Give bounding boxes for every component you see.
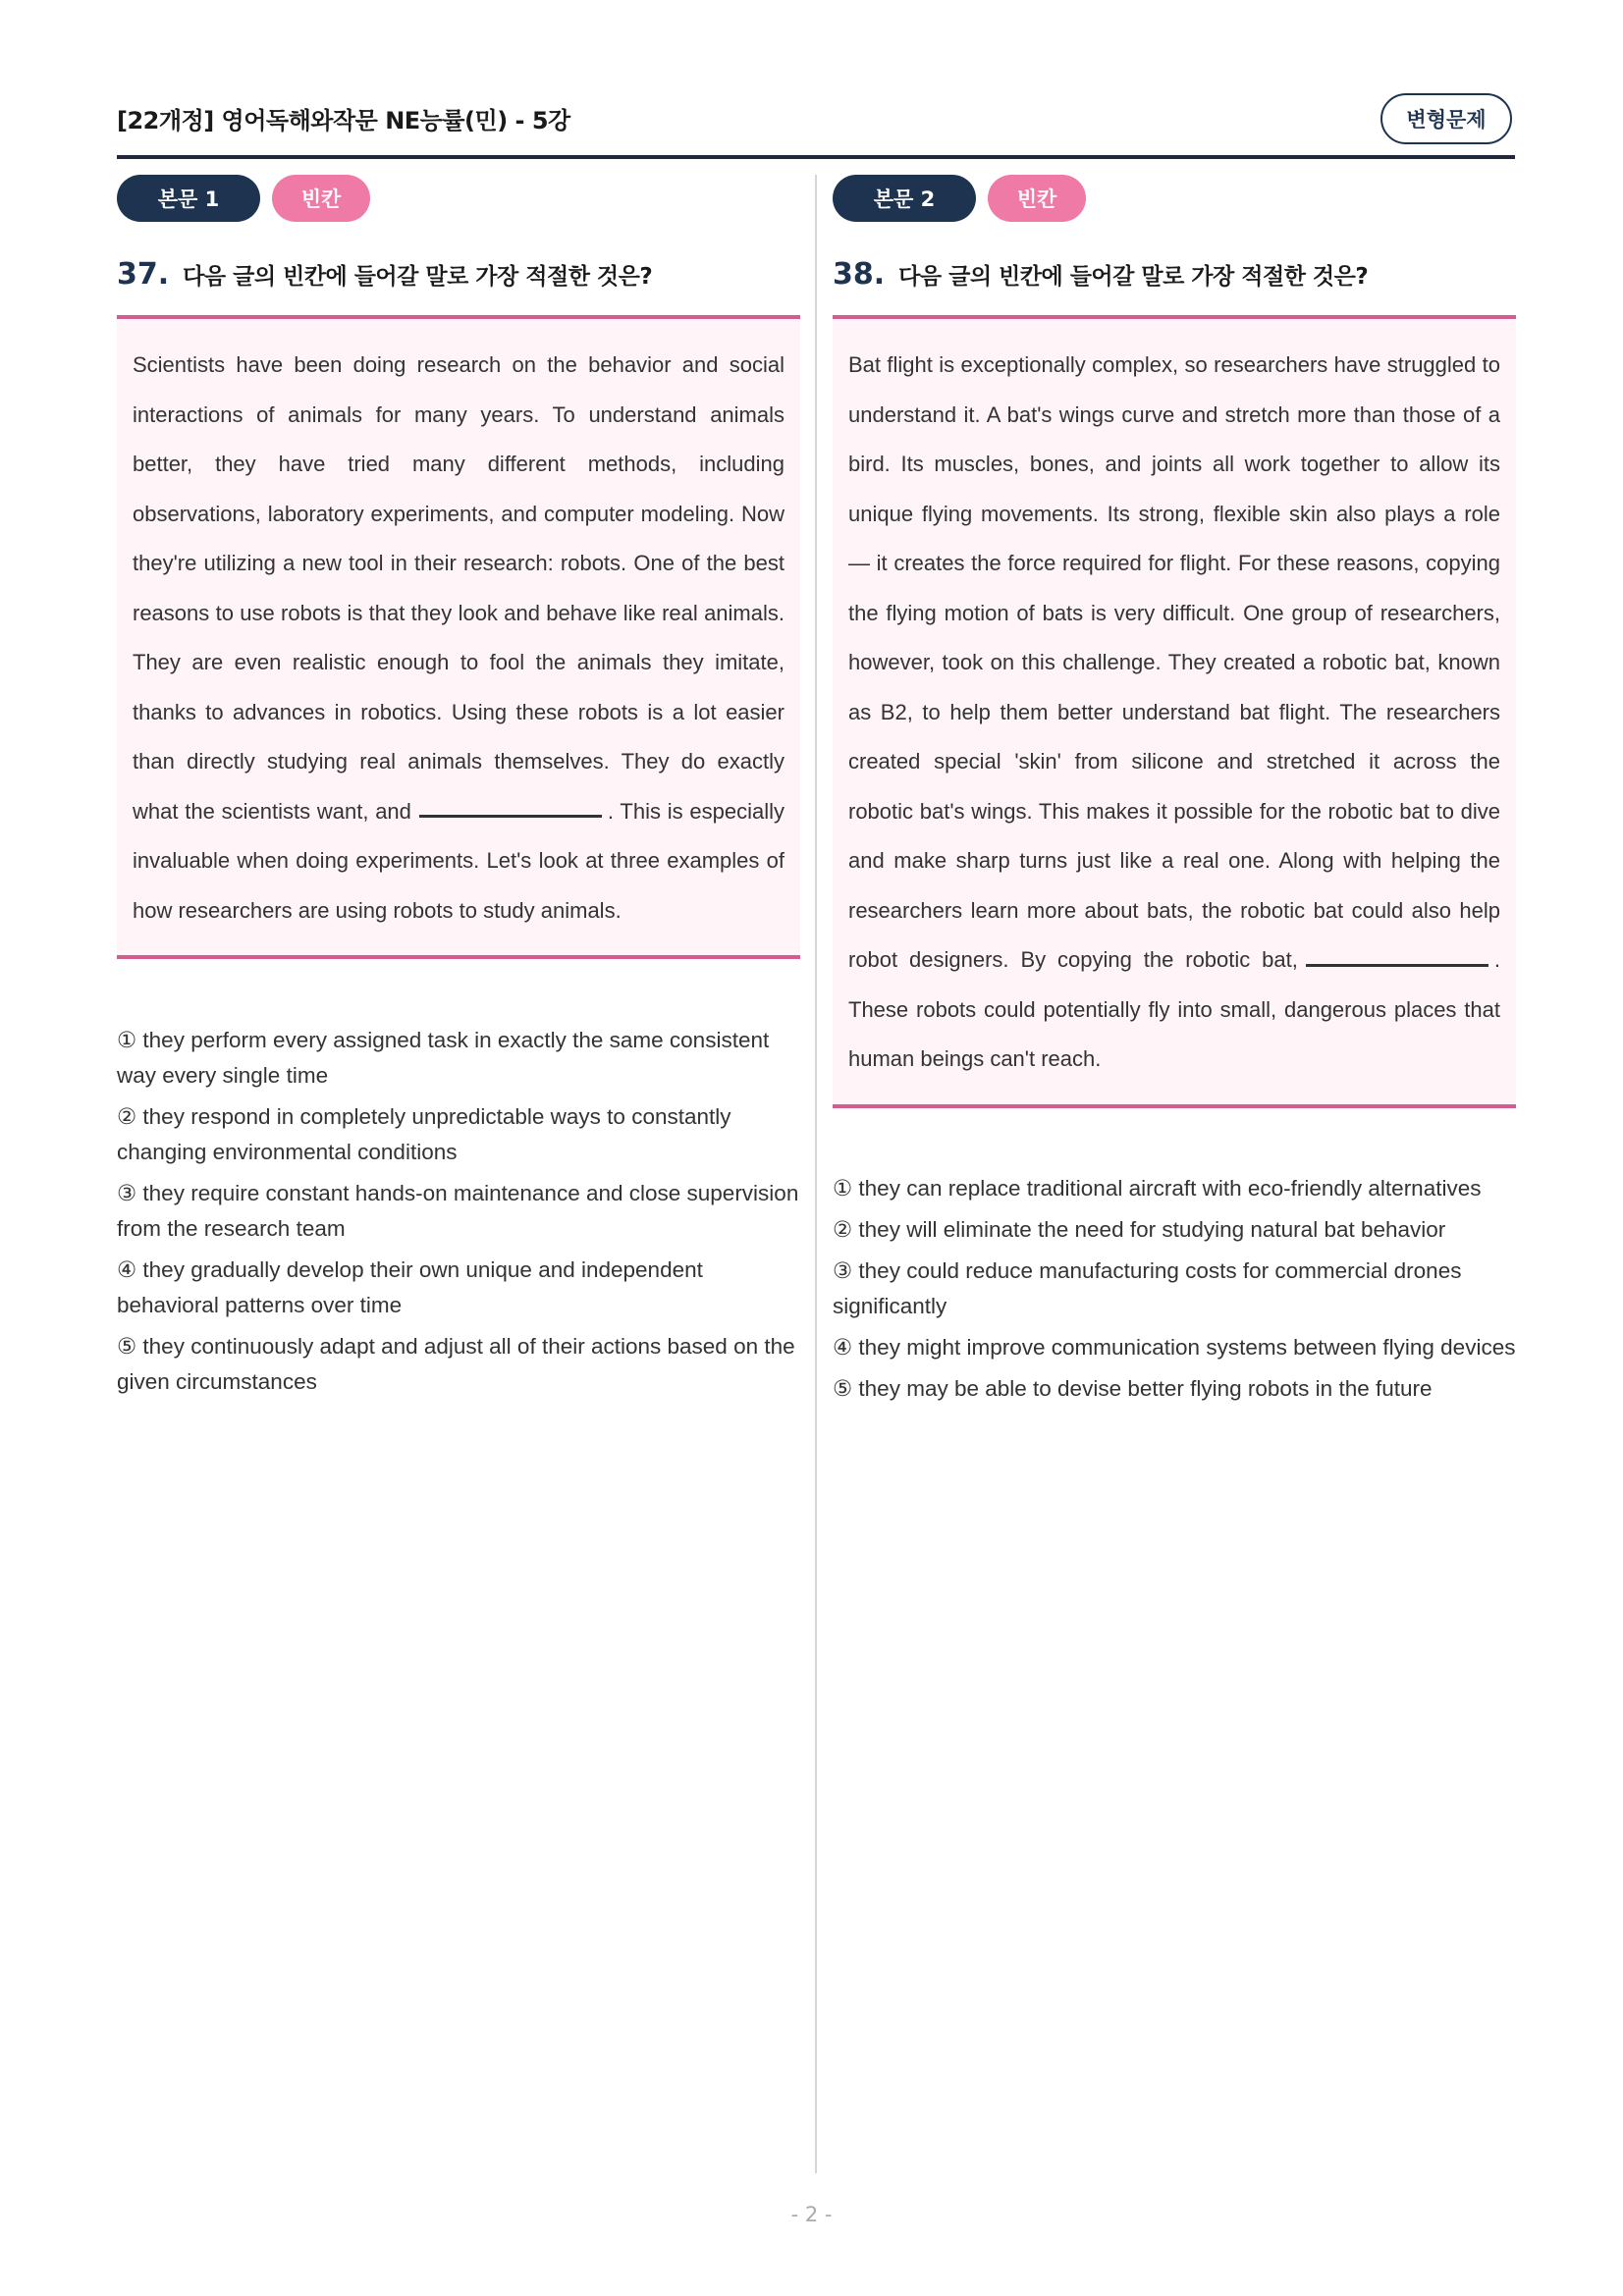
page-title: [22개정] 영어독해와작문 NE능률(민) - 5강 — [117, 107, 570, 134]
option-2[interactable]: ② they will eliminate the need for studying natural bat behavior — [833, 1217, 1446, 1242]
option-2[interactable]: ② they respond in completely unpredictable ways to constantly changing environmental conditions — [117, 1104, 731, 1164]
option-3[interactable]: ③ they require constant hands-on maintenance and close supervision from the research team — [117, 1181, 799, 1241]
question-heading — [117, 257, 800, 292]
question-number: 38. — [833, 257, 886, 292]
answer-options — [833, 1171, 1516, 1413]
passage-after-blank: . These robots could potentially fly into small, dangerous places that human beings can't reach. — [848, 947, 1500, 1071]
passage-after-blank: . This is especially invaluable when doing experiments. Let's look at three examples of how researchers are using robots to study animals. — [133, 798, 784, 923]
answer-options — [117, 1023, 800, 1406]
option-5[interactable]: ⑤ they continuously adapt and adjust all of their actions based on the given circumstances — [117, 1334, 795, 1394]
answer-blank — [1306, 964, 1488, 967]
passage-box — [117, 315, 800, 959]
option-3[interactable]: ③ they could reduce manufacturing costs for commercial drones significantly — [833, 1258, 1462, 1318]
question-text: 다음 글의 빈칸에 들어갈 말로 가장 적절한 것은? — [898, 264, 1369, 290]
tag-group — [117, 175, 370, 222]
option-4[interactable]: ④ they gradually develop their own unique and independent behavioral patterns over time — [117, 1257, 703, 1317]
passage-text — [133, 341, 784, 935]
variant-badge: 변형문제 — [1380, 93, 1512, 144]
question-number: 37. — [117, 257, 170, 292]
option-4[interactable]: ④ they might improve communication systems between flying devices — [833, 1335, 1516, 1360]
header-divider — [117, 155, 1515, 159]
answer-blank — [419, 815, 602, 818]
blank-type-tag: 빈칸 — [272, 175, 370, 222]
question-text: 다음 글의 빈칸에 들어갈 말로 가장 적절한 것은? — [183, 264, 653, 290]
option-1[interactable]: ① they can replace traditional aircraft with eco-friendly alternatives — [833, 1176, 1482, 1201]
passage-text — [848, 341, 1500, 1085]
page-number: - 2 - — [790, 2203, 833, 2226]
blank-type-tag: 빈칸 — [988, 175, 1086, 222]
passage-box — [833, 315, 1516, 1108]
passage-tag: 본문 1 — [117, 175, 260, 222]
option-1[interactable]: ① they perform every assigned task in exactly the same consistent way every single time — [117, 1028, 770, 1088]
passage-before-blank: Scientists have been doing research on the behavior and social interactions of animals for many years. To understand animals better, they have tried many different methods, including observations, laboratory experiments, and computer modeling. Now they're utilizing a new tool in their research: robots. One of the best reasons to use robots is that they look and behave like real animals. They are even realistic enough to fool the animals they imitate, thanks to advances in robotics. Using these robots is a lot easier than directly studying real animals themselves. They do exactly what the scientists want, and — [133, 352, 784, 824]
passage-tag: 본문 2 — [833, 175, 976, 222]
passage-before-blank: Bat flight is exceptionally complex, so researchers have struggled to understand it. A bat's wings curve and stretch more than those of a bird. Its muscles, bones, and joints all work together to allow its unique flying movements. Its strong, flexible skin also plays a role — it creates the force required for flight. For these reasons, copying the flying motion of bats is very difficult. One group of researchers, however, took on this challenge. They created a robotic bat, known as B2, to help them better understand bat flight. The researchers created special 'skin' from silicone and stretched it across the robotic bat's wings. This makes it possible for the robotic bat to dive and make sharp turns just like a real one. Along with helping the researchers learn more about bats, the robotic bat could also help robot designers. By copying the robotic bat, — [848, 352, 1500, 972]
option-5[interactable]: ⑤ they may be able to devise better flying robots in the future — [833, 1376, 1433, 1401]
column-divider — [815, 175, 817, 2173]
question-heading — [833, 257, 1516, 292]
tag-group — [833, 175, 1086, 222]
